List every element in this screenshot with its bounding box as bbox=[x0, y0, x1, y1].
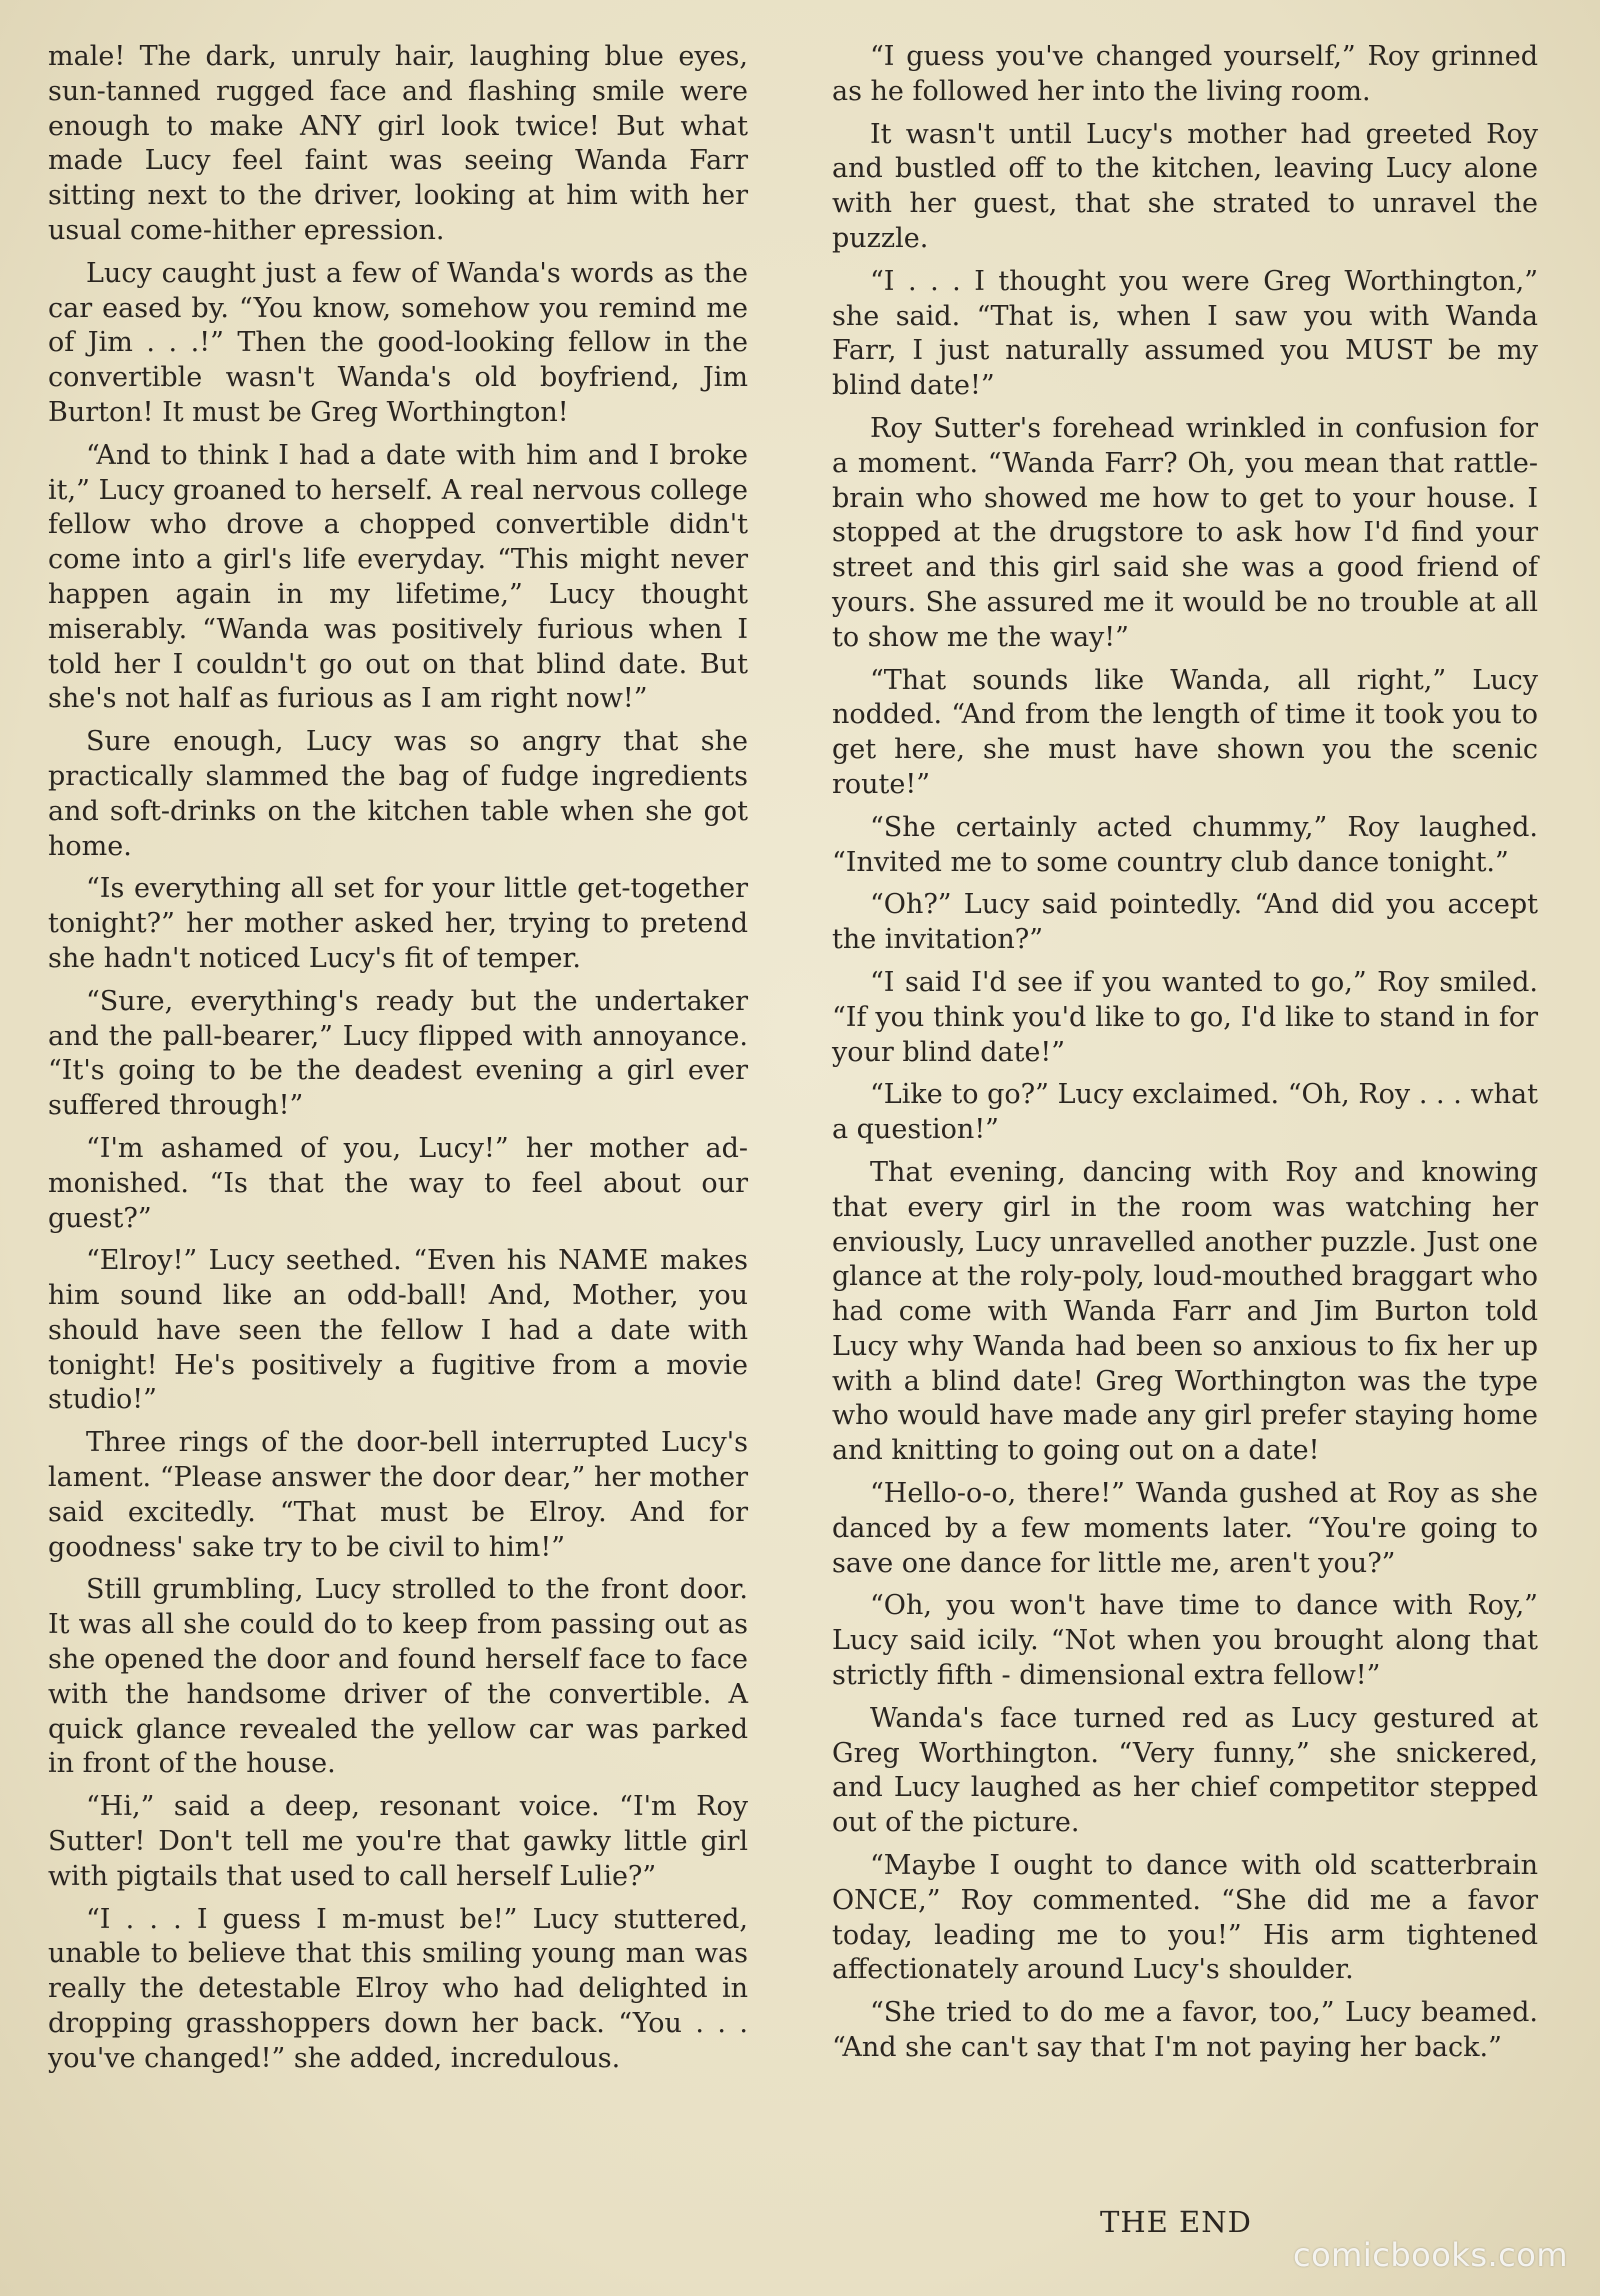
paragraph: “She certainly acted chummy,” Roy laughed. “Invited me to some country club dance tonight.” bbox=[832, 811, 1538, 878]
paragraph: male! The dark, unruly hair, laughing blue eyes, sun-tanned rugged face and flashing smile were enough to make ANY girl look twice! But what made Lucy feel faint was seeing Wanda Farr sitting next to the driver, looking at him with her usual come-hither epression. bbox=[48, 41, 748, 246]
paragraph: “She tried to do me a favor, too,” Lucy beamed. “And she can't say that I'm not paying her back.” bbox=[832, 1997, 1538, 2064]
paragraph: Wanda's face turned red as Lucy gestured at Greg Worthington. “Very funny,” she snickered, and Lucy laughed as her chief competitor stepped out of the picture. bbox=[832, 1702, 1538, 1839]
paragraph: “I . . . I thought you were Greg Worthington,” she said. “That is, when I saw you with Wanda Farr, I just naturally assumed you MUST be my blind date!” bbox=[832, 265, 1538, 402]
left-text-column bbox=[48, 40, 748, 2085]
paragraph: Three rings of the door-bell interrupted Lucy's lament. “Please answer the door dear,” her mother said excitedly. “That must be Elroy. And for goodness' sake try to be civil to him!” bbox=[48, 1427, 748, 1563]
paragraph: “I said I'd see if you wanted to go,” Roy smiled. “If you think you'd like to go, I'd like to stand in for your blind date!” bbox=[832, 966, 1538, 1068]
paragraph: Lucy caught just a few of Wanda's words as the car eased by. “You know, somehow you remind me of Jim . . .!” Then the good-looking fellow in the convertible wasn't Wanda's old boyfriend, Jim Burton! It must be Greg Worthington! bbox=[48, 257, 748, 428]
paragraph: “Like to go?” Lucy exclaimed. “Oh, Roy . . . what a question!” bbox=[832, 1079, 1538, 1146]
paragraph: Sure enough, Lucy was so angry that she practically slammed the bag of fudge ingredients and soft-drinks on the kitchen table when she got home. bbox=[48, 726, 748, 862]
paragraph: “Elroy!” Lucy seethed. “Even his NAME makes him sound like an odd-ball! And, Mother, you should have seen the fellow I had a date with tonight! He's positively a fugitive from a movie studio!” bbox=[48, 1245, 748, 1416]
paragraph: “Hi,” said a deep, resonant voice. “I'm Roy Sutter! Don't tell me you're that gawky little girl with pigtails that used to call herself Lulie?” bbox=[48, 1791, 748, 1892]
site-watermark: comicbooks.com bbox=[1292, 2236, 1568, 2274]
right-text-column bbox=[832, 40, 1538, 2074]
paragraph: “I . . . I guess I m-must be!” Lucy stuttered, unable to believe that this smiling young man was really the detestable Elroy who had delighted in dropping grasshoppers down her back. “You . . . you've changed!” she added, incredulous. bbox=[48, 1903, 748, 2074]
paragraph: “And to think I had a date with him and I broke it,” Lucy groaned to herself. A real nervous college fellow who drove a chopped convertible didn't come into a girl's life everyday. “This might never happen again in my lifetime,” Lucy thought miserably. “Wanda was positively furious when I told her I couldn't go out on that blind date. But she's not half as furious as I am right now!” bbox=[48, 439, 748, 715]
paragraph: “Hello-o-o, there!” Wanda gushed at Roy as she danced by a few moments later. “You're going to save one dance for little me, aren't you?” bbox=[832, 1478, 1538, 1579]
paragraph: That evening, dancing with Roy and knowing that every girl in the room was watching her enviously, Lucy unravelled another puzzle. Just one glance at the roly-poly, loud-mouthed braggart who had come with Wanda Farr and Jim Burton told Lucy why Wanda had been so anxious to fix her up with a blind date! Greg Worthington was the type who would have made any girl prefer staying home and knitting to going out on a date! bbox=[832, 1156, 1538, 1467]
paragraph: “I guess you've changed yourself,” Roy grinned as he followed her into the living room. bbox=[832, 41, 1538, 107]
paragraph: “I'm ashamed of you, Lucy!” her mother admonished. “Is that the way to feel about our guest?” bbox=[48, 1132, 748, 1234]
paragraph: “Maybe I ought to dance with old scatterbrain ONCE,” Roy commented. “She did me a favor today, leading me to you!” His arm tightened affectionately around Lucy's shoulder. bbox=[832, 1850, 1538, 1986]
paragraph: “Is everything all set for your little get-together tonight?” her mother asked her, trying to pretend she hadn't noticed Lucy's fit of temper. bbox=[48, 873, 748, 974]
paragraph: “Oh, you won't have time to dance with Roy,” Lucy said icily. “Not when you brought along that strictly fifth - dimensional extra fellow!” bbox=[832, 1590, 1538, 1692]
paragraph: “Oh?” Lucy said pointedly. “And did you accept the invitation?” bbox=[832, 889, 1538, 956]
paragraph: “That sounds like Wanda, all right,” Lucy nodded. “And from the length of time it took you to get here, she must have shown you the scenic route!” bbox=[832, 664, 1538, 800]
paragraph: “Sure, everything's ready but the undertaker and the pall-bearer,” Lucy flipped with annoyance. “It's going to be the deadest evening a girl ever suffered through!” bbox=[48, 985, 748, 1122]
paragraph: Roy Sutter's forehead wrinkled in confusion for a moment. “Wanda Farr? Oh, you mean that rattle-brain who showed me how to get to your house. I stopped at the drugstore to ask how I'd find your street and this girl said she was a good friend of yours. She assured me it would be no trouble at all to show me the way!” bbox=[832, 412, 1538, 653]
paragraph: Still grumbling, Lucy strolled to the front door. It was all she could do to keep from passing out as she opened the door and found herself face to face with the handsome driver of the convertible. A quick glance revealed the yellow car was parked in front of the house. bbox=[48, 1574, 748, 1780]
the-end-label: THE END bbox=[1100, 2205, 1252, 2239]
paragraph: It wasn't until Lucy's mother had greeted Roy and bustled off to the kitchen, leaving Lucy alone with her guest, that she strated to unravel the puzzle. bbox=[832, 118, 1538, 254]
